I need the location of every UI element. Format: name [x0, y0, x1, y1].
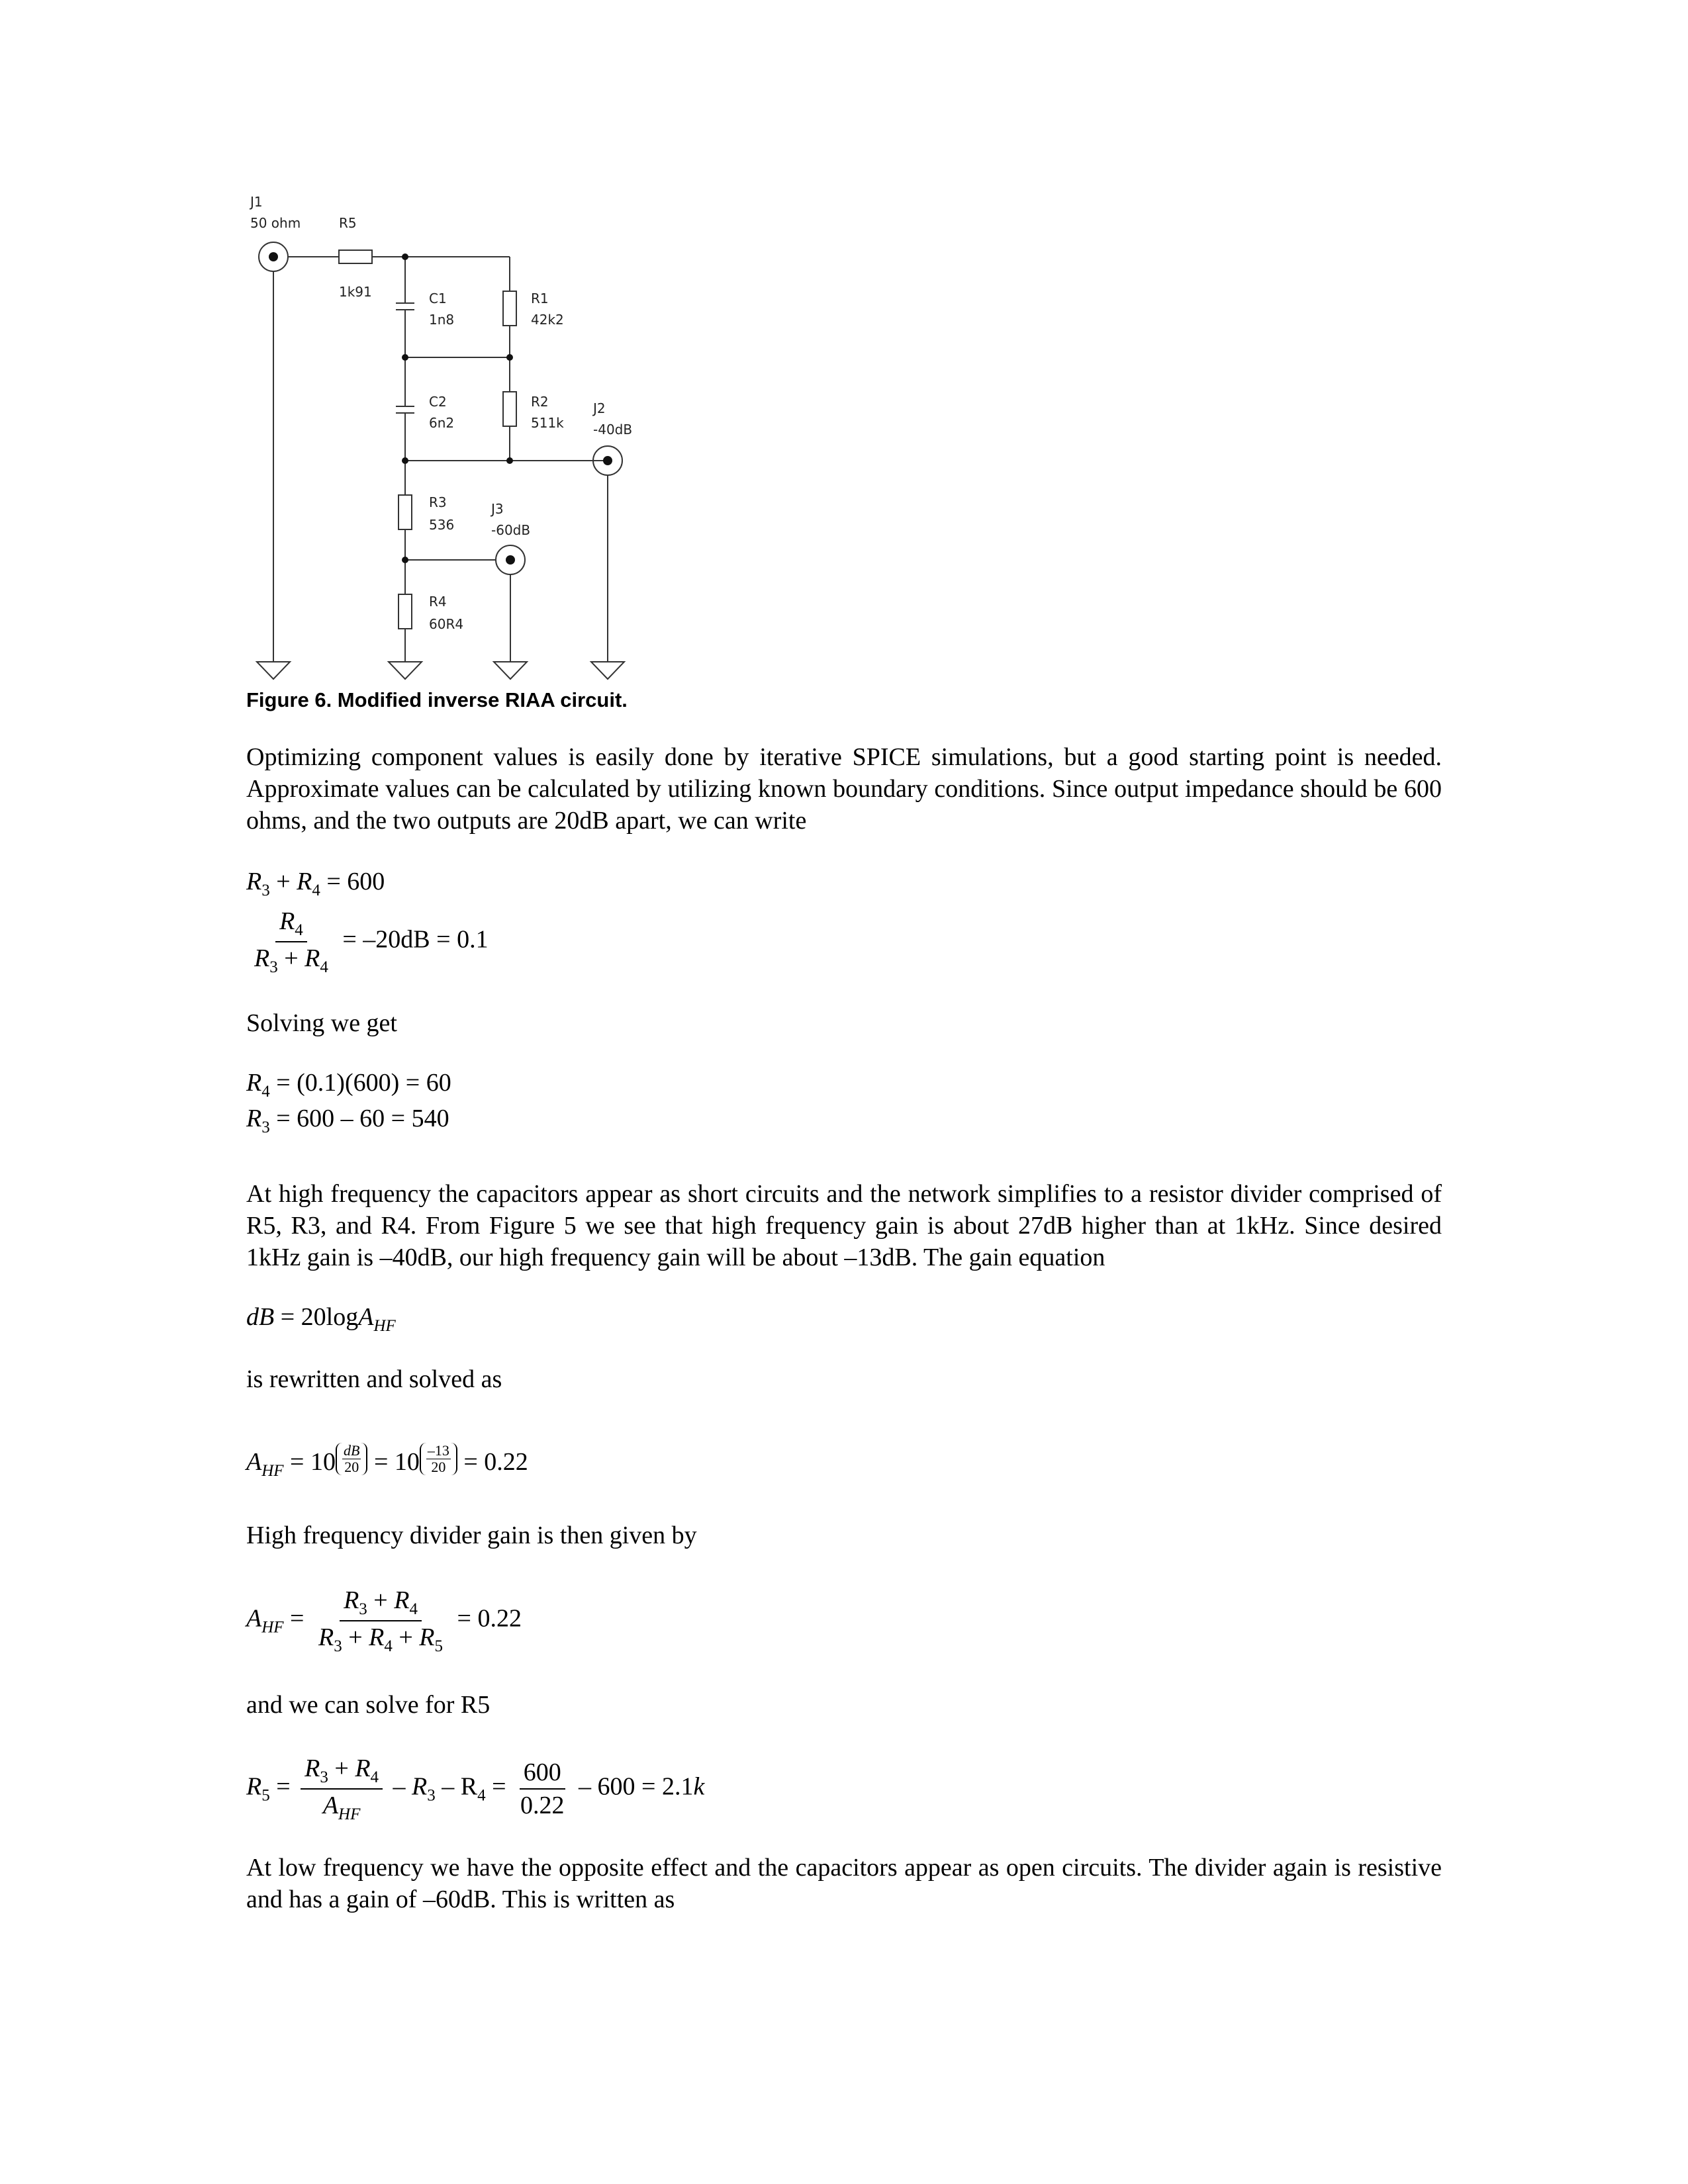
- label-r4-value: 60R4: [429, 616, 464, 632]
- ground-symbol-1: [257, 662, 290, 679]
- exponent-fraction-1: [336, 1443, 367, 1475]
- ground-symbol-4: [591, 662, 624, 679]
- paragraph-3: At high frequency the capacitors appear as short circuits and the network simplifies to a resistor divider comprised of R5, R3, and R4. From Figure 5 we see that high frequency gain is about 27dB higher than at 1kHz. Since desired 1kHz gain is –40dB, our high frequency gain will be about –13dB. The gain equation: [246, 1180, 1442, 1271]
- equation-3: $R_4 = (0.1)(600) = 60$: [246, 1069, 451, 1101]
- fraction: $\frac{R_4}{R_3 + R_4}$: [254, 907, 328, 976]
- paragraph-6: and we can solve for R5: [246, 1691, 491, 1719]
- equation-2: [246, 907, 489, 977]
- label-j3: J3: [491, 501, 504, 517]
- r5-resistor: [339, 250, 372, 263]
- equation-7: $A_{HF}$ = $\frac{R_3 + R_4}{R_3 + R_4 + R_5}$ = 0.22: [246, 1586, 522, 1655]
- eq8-result: – 600 = 2.1: [579, 1772, 694, 1801]
- paragraph-1: Optimizing component values is easily done by iterative SPICE simulations, but a good starting point is needed. Approximate values can be calculated by utilizing known boundary conditions. Since output impedance should be 600 ohms, and the two outputs are 20dB apart, we can write: [246, 743, 1442, 835]
- junction-dot: [402, 354, 408, 361]
- label-j2: J2: [593, 400, 606, 416]
- eq4-rhs: = 600 – 60 = 540: [276, 1105, 449, 1132]
- r4-resistor: [399, 594, 412, 629]
- paragraph-5: High frequency divider gain is then given by: [246, 1522, 697, 1549]
- junction-dot: [506, 354, 513, 361]
- eq2-rhs: = –20dB = 0.1: [342, 925, 489, 954]
- eq1-rhs: = 600: [326, 868, 385, 895]
- junction-dot: [402, 457, 408, 464]
- eq8-num: 600: [520, 1758, 565, 1790]
- fraction: $\frac{R_3 + R_4}{A_{HF}}$: [301, 1754, 383, 1824]
- exp1-num: dB: [343, 1442, 360, 1459]
- ground-symbol-3: [494, 662, 527, 679]
- label-r3-value: 536: [429, 517, 455, 533]
- label-r2: R2: [531, 394, 549, 410]
- eq6-result: = 0.22: [463, 1448, 528, 1476]
- label-j1-value: 50 ohm: [250, 215, 301, 231]
- eq8-mid: – R: [442, 1772, 478, 1801]
- r1-resistor: [503, 291, 516, 326]
- label-c2-value: 6n2: [429, 415, 455, 431]
- label-r5-value: 1k91: [339, 284, 372, 300]
- fraction: $\frac{R_3 + R_4}{R_3 + R_4 + R_5}$: [318, 1586, 444, 1655]
- eq5-lhs: dB: [246, 1303, 275, 1331]
- paragraph-4: is rewritten and solved as: [246, 1365, 502, 1393]
- paragraph-7: At low frequency we have the opposite effect and the capacitors appear as open circuits. The divider again is resistive and has a gain of –60dB. This is written as: [246, 1854, 1442, 1913]
- label-c2: C2: [429, 394, 447, 410]
- r3-resistor: [399, 495, 412, 529]
- label-c1-value: 1n8: [429, 312, 455, 328]
- junction-dot: [402, 557, 408, 563]
- label-r1-value: 42k2: [531, 312, 564, 328]
- label-r3: R3: [429, 494, 447, 510]
- eq6-part2: = 10: [373, 1448, 420, 1476]
- paragraph-2: Solving we get: [246, 1009, 397, 1037]
- r2-resistor: [503, 392, 516, 426]
- exp1-den: 20: [344, 1459, 359, 1475]
- label-c1: C1: [429, 291, 447, 306]
- junction-dot: [402, 253, 408, 260]
- figure-caption: Figure 6. Modified inverse RIAA circuit.: [246, 688, 628, 711]
- label-r1: R1: [531, 291, 549, 306]
- eq7-result: = 0.22: [457, 1604, 522, 1633]
- fraction: [516, 1758, 569, 1820]
- circuit-diagram: [0, 0, 1688, 702]
- equation-8: $R_5$ = $\frac{R_3 + R_4}{A_{HF}}$ – $R_3 - R_4$ = $\frac{600}{0.22}$ – 600 = 2.1k: [246, 1754, 705, 1823]
- label-r2-value: 511k: [531, 415, 564, 431]
- ground-symbol-2: [389, 662, 422, 679]
- label-j2-value: -40dB: [593, 422, 633, 437]
- eq3-rhs: = (0.1)(600) = 60: [276, 1069, 451, 1097]
- label-r5: R5: [339, 215, 357, 231]
- label-j1: J1: [250, 194, 263, 210]
- exponent-fraction-2: [420, 1443, 457, 1475]
- exp2-num: –13: [427, 1442, 449, 1459]
- equation-4: $R_3 = 600 - 60 = 540$: [246, 1105, 449, 1136]
- label-j3-value: -60dB: [491, 522, 531, 538]
- equation-6: $A_{HF} = 10$ $\frac{dB}{20}$ = 10 $\frac{-13}{20}$ = 0.22: [246, 1442, 528, 1480]
- equation-1: $R_3 + R_4 = 600$: [246, 868, 385, 899]
- exp2-den: 20: [431, 1459, 446, 1475]
- equation-5: dB = 20logA$_{HF}$: [246, 1303, 396, 1335]
- label-r4: R4: [429, 594, 447, 610]
- eq5-rhs: = 20log: [280, 1303, 359, 1331]
- eq8-den: 0.22: [520, 1792, 565, 1819]
- junction-dot: [506, 457, 513, 464]
- eq6-part1: = 10: [290, 1448, 336, 1476]
